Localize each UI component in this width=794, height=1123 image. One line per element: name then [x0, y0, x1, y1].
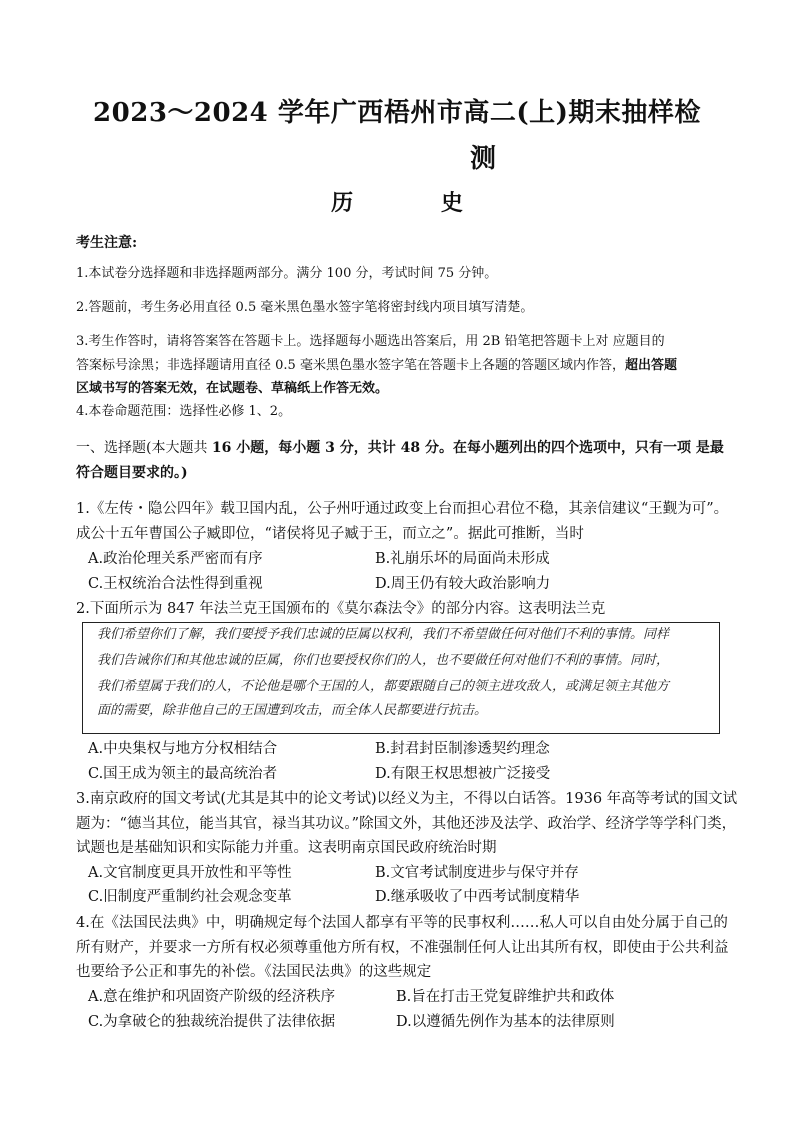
notice-heading: 考生注意:	[76, 235, 138, 251]
q4-stem-line2: 所有财产，并要求一方所有权必须尊重他方所有权，不准强制任何人让出其所有权，即使由于公共利益	[76, 940, 729, 956]
q4-option-c: C.为拿破仑的独裁统治提供了法律依据	[88, 1014, 336, 1030]
notice-item-3-line1: 3.考生作答时，请将答案答在答题卡上。选择题每小题选出答案后，用 2B 铅笔把答题卡上对 应题目的	[76, 334, 665, 349]
notice-item-3-line2: 答案标号涂黑；非选择题请用直径 0.5 毫米黑色墨水签字笔在答题卡上各题的答题区域内作答，超出答题	[76, 358, 677, 373]
q3-option-b: B.文官考试制度进步与保守并存	[375, 865, 579, 881]
section1-heading: 一、选择题(本大题共 16 小题，每小题 3 分，共计 48 分。在每小题列出的四个选项中，只有一项 是最	[76, 440, 724, 456]
q2-option-a: A.中央集权与地方分权相结合	[88, 741, 278, 757]
q1-option-a: A.政治伦理关系严密而有序	[88, 551, 263, 567]
notice-item-4: 4.本卷命题范围：选择性必修 1、2。	[76, 404, 292, 419]
q2-source-line2: 我们告诫你们和其他忠诚的臣属，你们也要授权你们的人，也不要做任何对他们不利的事情。同时，	[97, 653, 670, 668]
q3-option-c: C.旧制度严重制约社会观念变革	[88, 889, 292, 905]
q2-source-line1: 我们希望你们了解，我们要授予我们忠诚的臣属以权利，我们不希望做任何对他们不利的事情。同样	[97, 627, 670, 642]
q1-option-c: C.王权统治合法性得到重视	[88, 576, 263, 592]
notice-item-2: 2.答题前，考生务必用直径 0.5 毫米黑色墨水签字笔将密封线内项目填写清楚。	[76, 300, 534, 315]
q2-source-box	[82, 622, 720, 734]
q3-stem-line3: 试题也是基础知识和实际能力并重。这表明南京国民政府统治时期	[76, 840, 497, 856]
q2-option-c: C.国王成为领主的最高统治者	[88, 766, 278, 782]
notice-item-1: 1.本试卷分选择题和非选择题两部分。满分 100 分，考试时间 75 分钟。	[76, 266, 498, 281]
q2-source-line4: 面的需要，除非他自己的王国遭到攻击，而全体人民都要进行抗击。	[97, 703, 488, 718]
q4-stem-line3: 也要给予公正和事先的补偿。《法国民法典》的这些规定	[76, 964, 432, 980]
q3-option-d: D.继承吸收了中西考试制度精华	[375, 889, 580, 905]
exam-title-line1: 2023～2024 学年广西梧州市高二(上)期末抽样检	[93, 98, 701, 128]
subject-heading: 历 史	[331, 190, 503, 216]
q4-option-b: B.旨在打击王党复辟维护共和政体	[396, 989, 615, 1005]
q4-stem-line1: 4.在《法国民法典》中，明确规定每个法国人都享有平等的民事权利……私人可以自由处分属于自己的	[76, 915, 728, 931]
q2-option-b: B.封君封臣制渗透契约理念	[375, 741, 550, 757]
q1-stem-line1: 1.《左传・隐公四年》载卫国内乱，公子州吁通过政变上台而担心君位不稳，其亲信建议“王觐为可”。	[76, 501, 729, 517]
q3-stem-line2: 题为：“德当其位，能当其官，禄当其功议。”除国文外，其他还涉及法学、政治学、经济学等学科门类，	[76, 816, 737, 832]
q2-stem-line1: 2.下面所示为 847 年法兰克王国颁布的《莫尔森法令》的部分内容。这表明法兰克	[76, 601, 606, 617]
q2-source-line3: 我们希望属于我们的人，不论他是哪个王国的人，都要跟随自己的领主进攻敌人，或满足领主其他方	[97, 679, 670, 694]
q4-option-d: D.以遵循先例作为基本的法律原则	[396, 1014, 615, 1030]
q4-option-a: A.意在维护和巩固资产阶级的经济秩序	[88, 989, 336, 1005]
q3-option-a: A.文官制度更具开放性和平等性	[88, 865, 292, 881]
q1-option-d: D.周王仍有较大政治影响力	[375, 576, 551, 592]
q2-option-d: D.有限王权思想被广泛接受	[375, 766, 551, 782]
exam-title-line2: 测	[470, 144, 497, 174]
notice-item-3-line3: 区域书写的答案无效，在试题卷、草稿纸上作答无效。	[76, 381, 389, 396]
q3-stem-line1: 3.南京政府的国文考试(尤其是其中的论文考试)以经义为主，不得以白话答。1936 年高等考试的国文试	[76, 791, 738, 807]
section1-heading-line2: 符合题目要求的。)	[76, 465, 188, 481]
q1-stem-line2: 成公十五年曹国公子臧即位，“诸侯将见子臧于王，而立之”。据此可推断，当时	[76, 526, 584, 542]
q1-option-b: B.礼崩乐坏的局面尚未形成	[375, 551, 550, 567]
